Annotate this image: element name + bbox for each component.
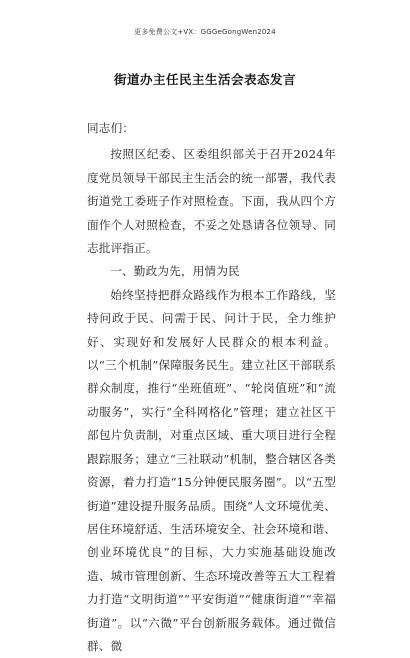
intro-paragraph: 按照区纪委、区委组织部关于召开2024年度党员领导干部民主生活会的统一部署，我代表街道党工委班子作对照检查。下面，我从四个方面作个人对照检查，不妥之处恳请各位领导、同志批评指正。 xyxy=(87,147,336,256)
salutation: 同志们： xyxy=(87,121,135,135)
body-paragraph: 始终坚持把群众路线作为根本工作路线，坚持问政于民、问需于民、问计于民，全力维护好、实现好和发展好人民群众的根本利益。以“三个机制”保障服务民生。建立社区干部联系群众制度，推行“坐班值班”、“轮岗值班”和“流动服务”，实行“全科网格化”管理；建立社区干部包片负责制，对重点区域、重大项目进行全程跟踪服务；建立“三社联动”机制，整合辖区各类资源，着力打造“15分钟便民服务圈”。以“五型街道”建设提升服务品质。围绕“人文环境优美、居住环境舒适、生活环境安全、社会环境和谐、创业环境优良”的目标，大力实施基础设施改造、城市管理创新、生态环境改善等五大工程着力打造“文明街道”“平安街道”“健康街道”“幸福街道”。以“六微”平台创新服务载体。通过微信群、微 xyxy=(87,287,336,653)
section-heading: 一、勤政为先，用情为民 xyxy=(110,264,240,279)
document-title: 街道办主任民主生活会表态发言 xyxy=(113,72,296,87)
document-body xyxy=(87,117,336,658)
header-note: 更多免费公文+VX：GGGeGongWen2024 xyxy=(134,28,276,36)
